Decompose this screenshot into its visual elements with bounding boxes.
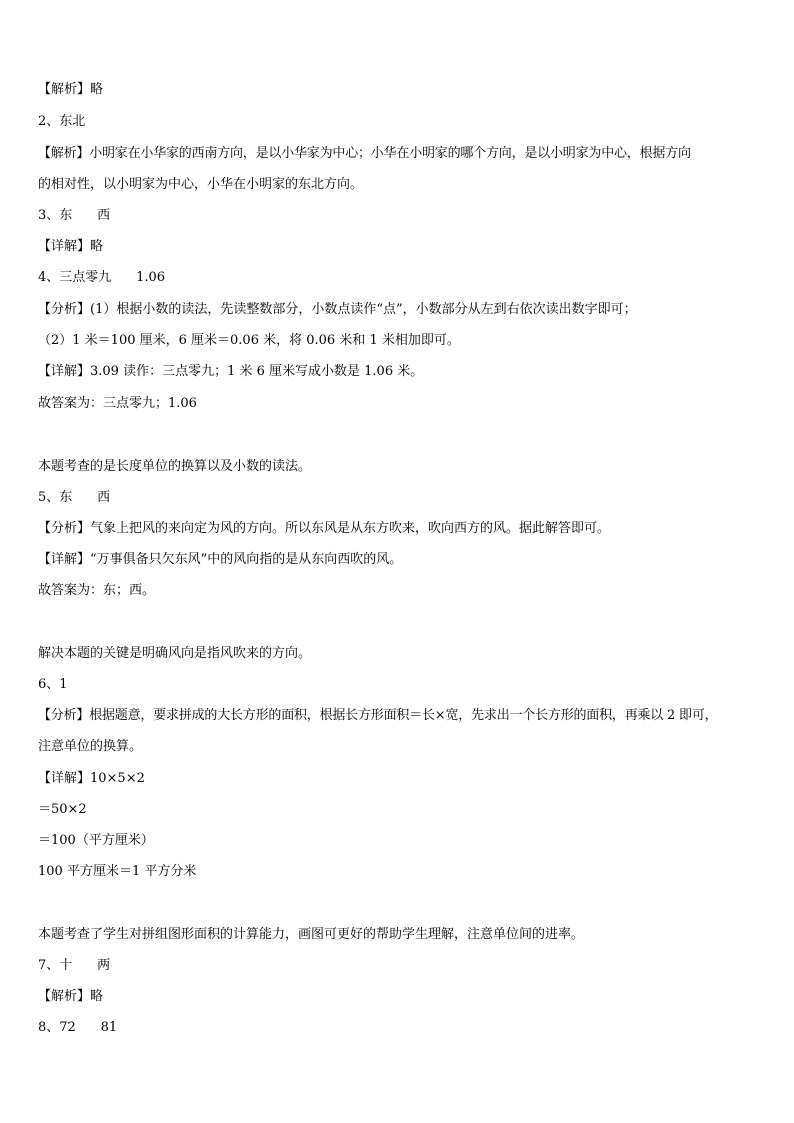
line-calc-6b: ＝100（平方厘米） — [38, 833, 154, 848]
answer-8: 8、72 81 — [38, 1020, 118, 1035]
line-jiexi-2a: 【解析】小明家在小华家的西南方向，是以小华家为中心；小华在小明家的哪个方向，是以小明家为中心，根据方向 — [38, 146, 691, 161]
line-comment-5: 解决本题的关键是明确风向是指风吹来的方向。 — [38, 646, 312, 661]
line-answer-4: 故答案为：三点零九；1.06 — [38, 396, 197, 411]
answer-6: 6、1 — [38, 677, 68, 692]
line-fenxi-4a: 【分析】(1）根据小数的读法，先读整数部分，小数点读作“点”，小数部分从左到右依次读出数字即可； — [38, 302, 637, 317]
line-calc-6a: ＝50×2 — [38, 802, 87, 817]
line-xiangjie-3: 【详解】略 — [38, 239, 104, 254]
line-jiexi-1: 【解析】略 — [38, 82, 104, 97]
answer-7: 7、十 两 — [38, 958, 111, 973]
line-xiangjie-5: 【详解】“万事俱备只欠东风”中的风向指的是从东向西吹的风。 — [38, 552, 403, 567]
line-comment-6: 本题考查了学生对拼组图形面积的计算能力，画图可更好的帮助学生理解，注意单位间的进率。 — [38, 927, 585, 942]
line-xiangjie-4: 【详解】3.09 读作：三点零九；1 米 6 厘米写成小数是 1.06 米。 — [38, 364, 424, 379]
line-fenxi-6b: 注意单位的换算。 — [38, 739, 143, 754]
line-calc-6c: 100 平方厘米＝1 平方分米 — [38, 864, 197, 879]
answer-4: 4、三点零九 1.06 — [38, 270, 166, 285]
line-answer-5: 故答案为：东；西。 — [38, 583, 156, 598]
answer-5: 5、东 西 — [38, 490, 111, 505]
answer-2: 2、东北 — [38, 114, 86, 129]
line-fenxi-6a: 【分析】根据题意，要求拼成的大长方形的面积，根据长方形面积＝长×宽，先求出一个长方形的面积，再乘以 2 即可， — [38, 708, 718, 723]
line-jiexi-7: 【解析】略 — [38, 989, 104, 1004]
line-fenxi-5: 【分析】气象上把风的来向定为风的方向。所以东风是从东方吹来，吹向西方的风。据此解答即可。 — [38, 521, 611, 536]
line-xiangjie-6: 【详解】10×5×2 — [38, 771, 145, 786]
line-jiexi-2b: 的相对性，以小明家为中心，小华在小明家的东北方向。 — [38, 177, 364, 192]
answer-3: 3、东 西 — [38, 208, 111, 223]
line-comment-4: 本题考查的是长度单位的换算以及小数的读法。 — [38, 459, 312, 474]
line-fenxi-4b: （2）1 米＝100 厘米，6 厘米＝0.06 米，将 0.06 米和 1 米相加即可。 — [38, 333, 460, 348]
